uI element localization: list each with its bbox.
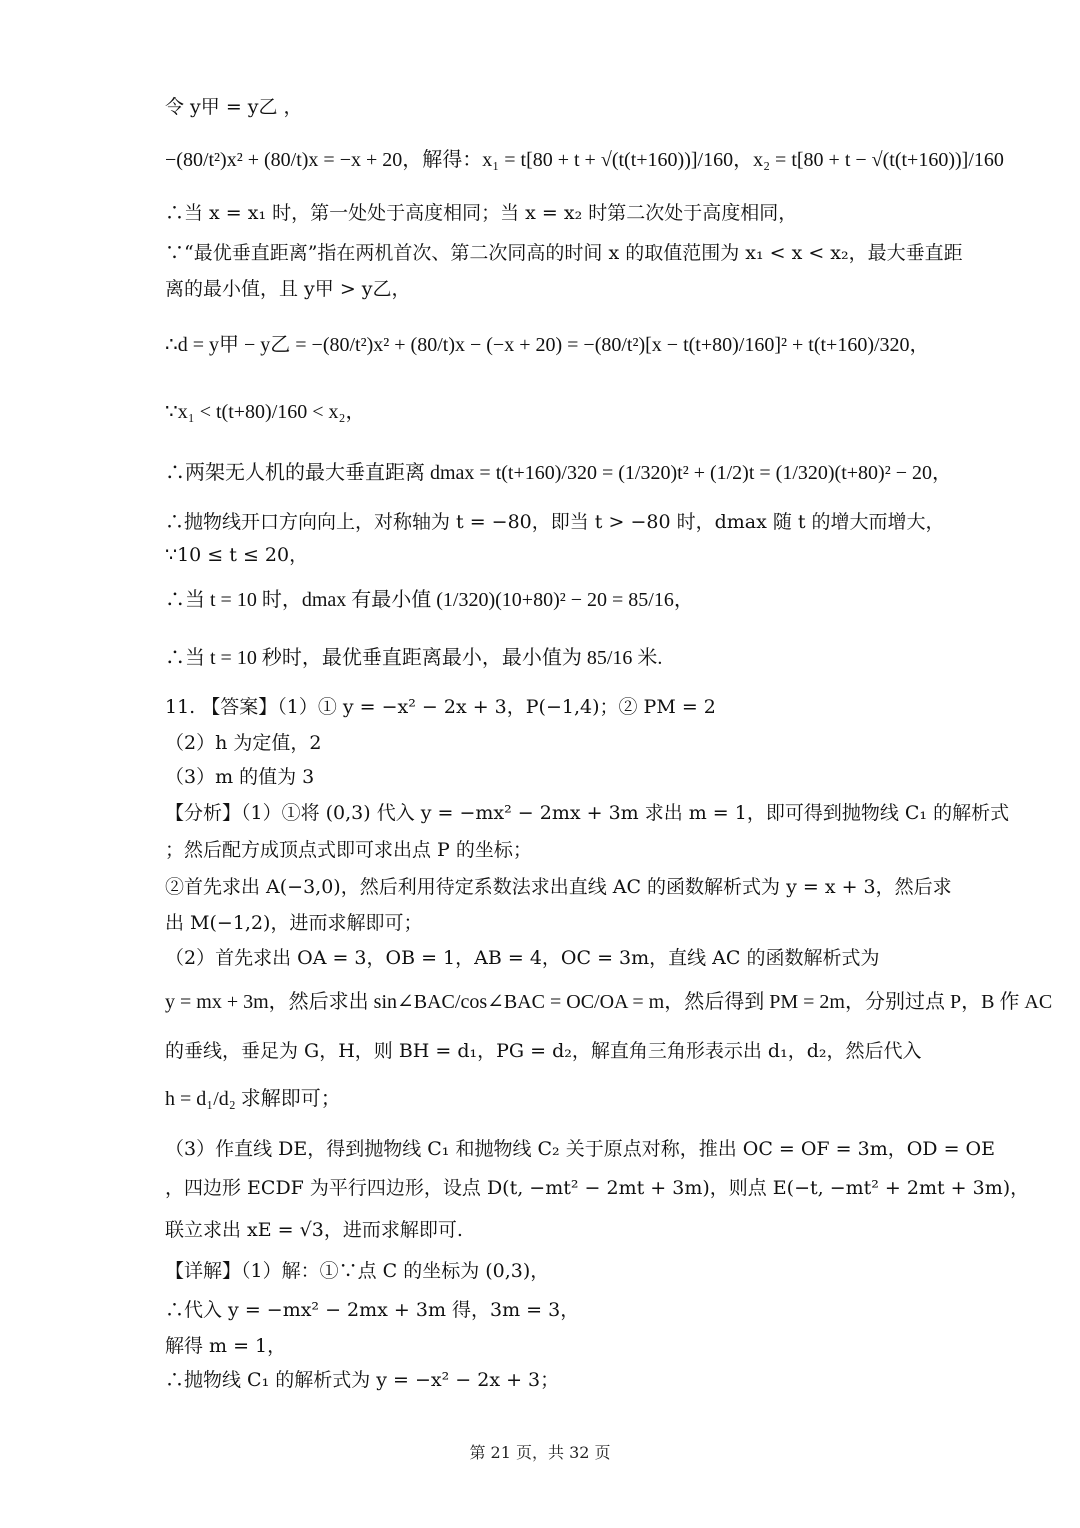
solution-heading: 【详解】（1）解：①∵点 C 的坐标为 (0,3)，: [165, 1260, 550, 1282]
text-line: ∴抛物线开口方向向上，对称轴为 t = −80，即当 t > −80 时，dmax 随 t 的增大而增大，: [165, 511, 945, 533]
equation-line: h = d₁/d₂ 求解即可；: [165, 1088, 341, 1110]
text-line: ∴代入 y = −mx² − 2mx + 3m 得，3m = 3，: [165, 1299, 580, 1321]
text-line: ∵10 ≤ t ≤ 20，: [165, 544, 309, 566]
text-line: ②首先求出 A(−3,0)，然后利用待定系数法求出直线 AC 的函数解析式为 y = x + 3，然后求: [165, 876, 952, 898]
text-line: 出 M(−1,2)，进而求解即可；: [165, 912, 423, 934]
page-footer: 第 21 页，共 32 页: [469, 1443, 611, 1462]
equation-line: −(80/t²)x² + (80/t)x = −x + 20，解得：x₁ = t[80 + t + √(t(t+160))]/160，x₂ = t[80 + t − √(t(t+160))]/160: [165, 149, 1004, 171]
text-line: （2）首先求出 OA = 3，OB = 1，AB = 4，OC = 3m，直线 AC 的函数解析式为: [165, 947, 880, 969]
text-line: ∴抛物线 C₁ 的解析式为 y = −x² − 2x + 3；: [165, 1369, 560, 1391]
text-line: （3）作直线 DE，得到抛物线 C₁ 和抛物线 C₂ 关于原点对称，推出 OC = OF = 3m，OD = OE: [165, 1138, 995, 1160]
equation-line: ∴两架无人机的最大垂直距离 dmax = t(t+160)/320 = (1/320)t² + (1/2)t = (1/320)(t+80)² − 20，: [165, 462, 952, 484]
text-line: （2）h 为定值，2: [165, 732, 322, 754]
text-line: 的垂线，垂足为 G，H，则 BH = d₁，PG = d₂，解直角三角形表示出 d₁，d₂，然后代入: [165, 1040, 922, 1062]
text-line: 令 y甲 = y乙 ，: [165, 96, 303, 118]
text-line: （3）m 的值为 3: [165, 766, 315, 788]
text-line: 解得 m = 1，: [165, 1335, 287, 1357]
answer-heading: 11. 【答案】（1）① y = −x² − 2x + 3，P(−1,4)；② PM = 2: [165, 696, 716, 718]
equation-line: ∴d = y甲 − y乙 = −(80/t²)x² + (80/t)x − (−x + 20) = −(80/t²)[x − t(t+80)/160]² + t(t+160)/320，: [165, 334, 930, 356]
analysis-heading: 【分析】（1）①将 (0,3) 代入 y = −mx² − 2mx + 3m 求出 m = 1，即可得到抛物线 C₁ 的解析式: [165, 802, 1010, 824]
text-line: 离的最小值，且 y甲 > y乙，: [165, 278, 411, 300]
equation-line: ∴当 t = 10 时，dmax 有最小值 (1/320)(10+80)² − 20 = 85/16，: [165, 589, 694, 611]
equation-line: ∵x₁ < t(t+80)/160 < x₂，: [165, 401, 366, 423]
equation-line: ∴当 t = 10 秒时，最优垂直距离最小，最小值为 85/16 米.: [165, 647, 663, 669]
equation-line: y = mx + 3m，然后求出 sin∠BAC/cos∠BAC = OC/OA = m，然后得到 PM = 2m，分别过点 P，B 作 AC: [165, 991, 1053, 1013]
text-line: 联立求出 xE = √3，进而求解即可.: [165, 1219, 463, 1241]
text-line: ，四边形 ECDF 为平行四边形，设点 D(t, −mt² − 2mt + 3m)，则点 E(−t, −mt² + 2mt + 3m)，: [165, 1177, 1030, 1199]
text-line: ；然后配方成顶点式即可求出点 P 的坐标；: [165, 839, 532, 861]
text-line: ∴当 x = x₁ 时，第一处处于高度相同；当 x = x₂ 时第二次处于高度相同，: [165, 202, 798, 224]
text-line: ∵“最优垂直距离”指在两机首次、第二次同高的时间 x 的取值范围为 x₁ < x < x₂，最大垂直距: [165, 242, 963, 264]
